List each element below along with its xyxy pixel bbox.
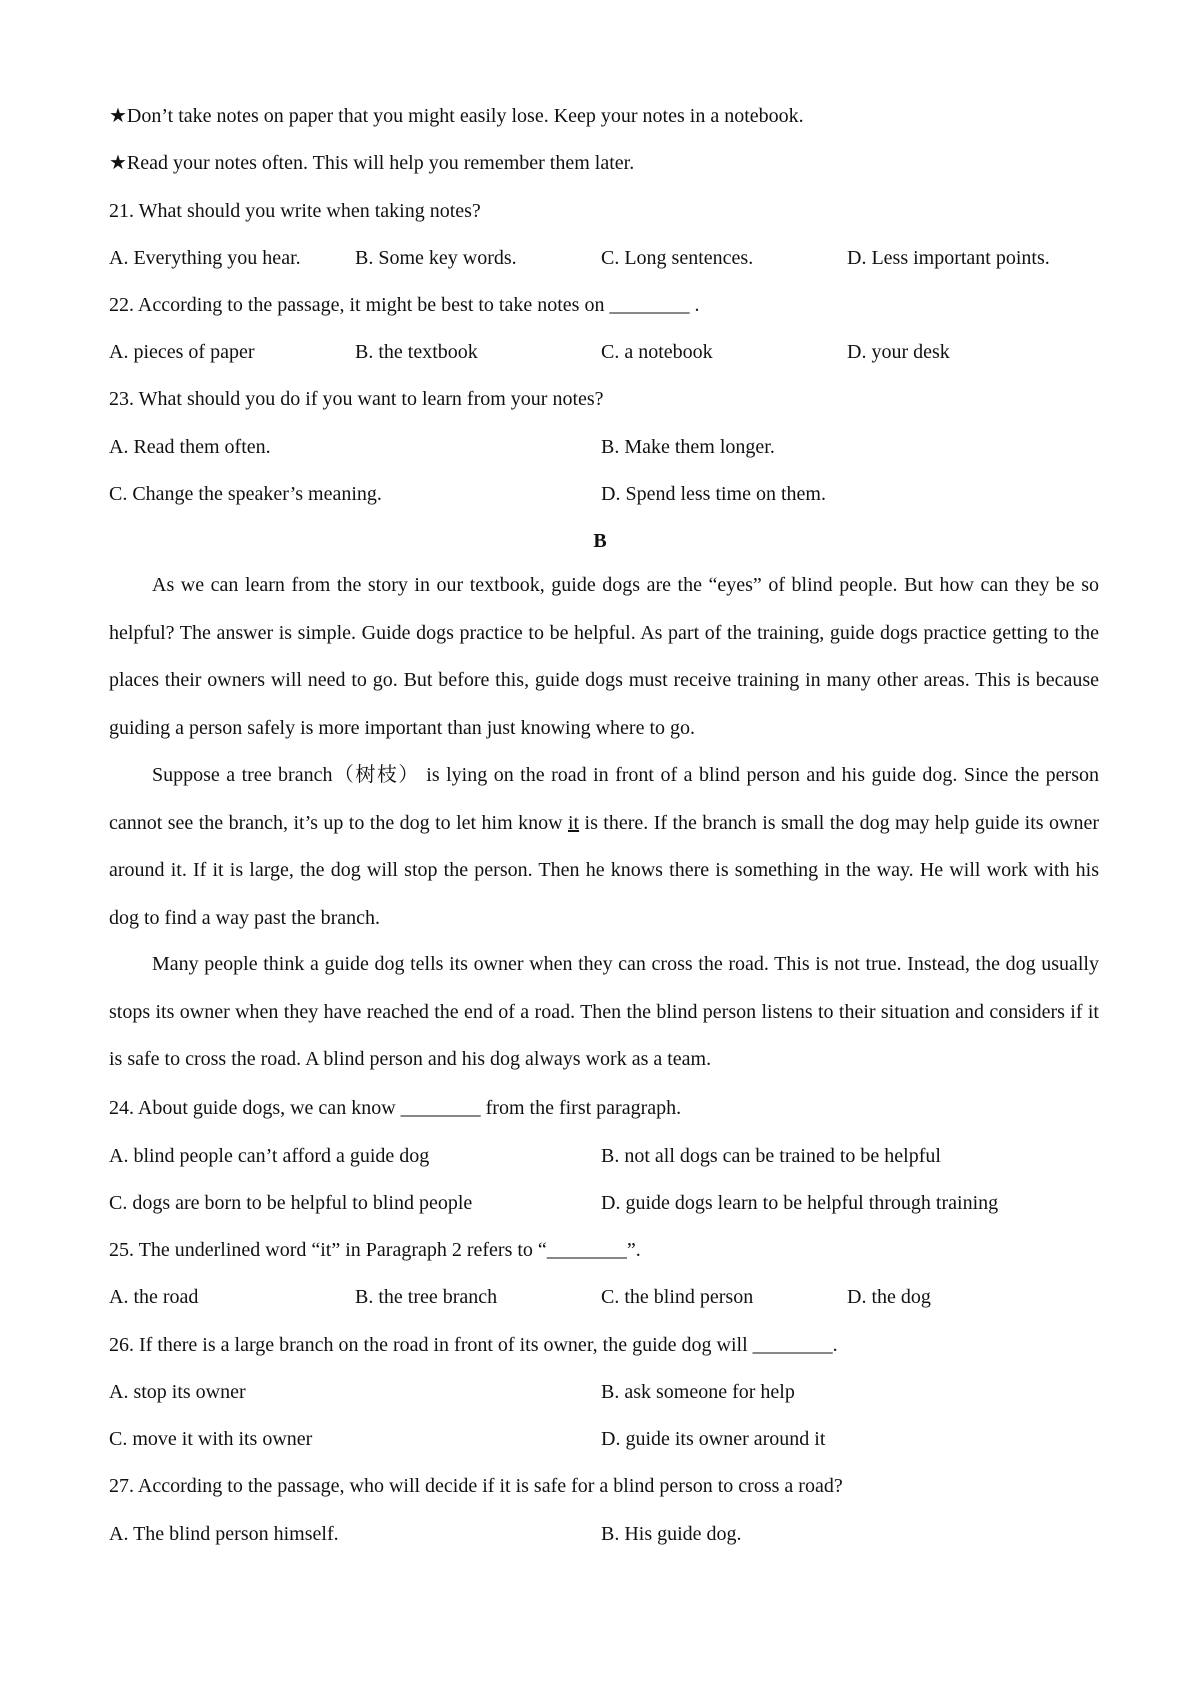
option-d: D. guide its owner around it [601, 1428, 826, 1450]
option-d: D. your desk [847, 341, 950, 363]
option-b: B. ask someone for help [601, 1381, 795, 1403]
underlined-word: it [567, 811, 580, 834]
option-a: A. pieces of paper [109, 341, 255, 363]
paragraph-2-text-after: is there. If the branch is small the dog may help guide its owner around it. If it is large, the dog will stop the person. Then he knows there is something in the way. He will work with his dog to find a way past the branch. [109, 811, 1099, 929]
option-b: B. not all dogs can be trained to be helpful [601, 1145, 941, 1167]
question-23-options-row2 [109, 479, 1099, 509]
question-23: 23. What should you do if you want to learn from your notes? [109, 388, 604, 410]
section-heading: B [593, 530, 607, 552]
question-25: 25. The underlined word “it” in Paragraph 2 refers to “________”. [109, 1239, 641, 1261]
paragraph-2-text-before: Suppose a tree branch（树枝） is lying on the road in front of a blind person and his guide dog. Since the person cannot see the branch, it’s up to the dog to let him know [109, 764, 1099, 834]
question-27: 27. According to the passage, who will decide if it is safe for a blind person to cross a road? [109, 1475, 843, 1497]
option-d: D. the dog [847, 1286, 931, 1308]
question-22-options [109, 337, 1099, 367]
option-d: D. guide dogs learn to be helpful through training [601, 1192, 999, 1214]
option-a: A. Everything you hear. [109, 247, 301, 269]
option-a: A. The blind person himself. [109, 1523, 339, 1545]
question-21: 21. What should you write when taking notes? [109, 200, 481, 222]
option-a: A. Read them often. [109, 436, 271, 458]
question-27-options [109, 1519, 1099, 1549]
paragraph-3: Many people think a guide dog tells its owner when they can cross the road. This is not true. Instead, the dog usually stops its owner when they have reached the end of a road. Then the blind person listens to their situation and considers if it is safe to cross the road. A blind person and his dog always work as a team. [109, 953, 1099, 1070]
option-c: C. Long sentences. [601, 247, 754, 269]
option-b: B. Make them longer. [601, 436, 775, 458]
question-22: 22. According to the passage, it might be best to take notes on ________ . [109, 294, 700, 316]
question-21-options [109, 243, 1099, 273]
option-b: B. His guide dog. [601, 1523, 742, 1545]
option-b: B. the textbook [355, 341, 478, 363]
paragraph-1: As we can learn from the story in our textbook, guide dogs are the “eyes” of blind people. But how can they be so helpful? The answer is simple. Guide dogs practice to be helpful. As part of the training, guide dogs practice getting to the places their owners will need to go. But before this, guide dogs must receive training in many other areas. This is because guiding a person safely is more important than just knowing where to go. [109, 574, 1099, 739]
option-b: B. the tree branch [355, 1286, 498, 1308]
option-c: C. Change the speaker’s meaning. [109, 483, 382, 505]
paragraph-2 [109, 752, 1099, 942]
question-24-options-row1 [109, 1141, 1099, 1171]
tip-notebook: ★Don’t take notes on paper that you might easily lose. Keep your notes in a notebook. [109, 105, 804, 127]
option-b: B. Some key words. [355, 247, 517, 269]
option-c: C. move it with its owner [109, 1428, 313, 1450]
option-a: A. blind people can’t afford a guide dog [109, 1145, 430, 1167]
option-a: A. the road [109, 1286, 199, 1308]
option-c: C. dogs are born to be helpful to blind people [109, 1192, 473, 1214]
question-24: 24. About guide dogs, we can know ________ from the first paragraph. [109, 1097, 682, 1119]
question-24-options-row2 [109, 1188, 1099, 1218]
option-d: D. Spend less time on them. [601, 483, 826, 505]
option-c: C. the blind person [601, 1286, 754, 1308]
question-23-options-row1 [109, 432, 1099, 462]
option-d: D. Less important points. [847, 247, 1050, 269]
option-c: C. a notebook [601, 341, 713, 363]
question-26: 26. If there is a large branch on the road in front of its owner, the guide dog will ________. [109, 1334, 838, 1356]
question-26-options-row2 [109, 1424, 1099, 1454]
question-26-options-row1 [109, 1377, 1099, 1407]
tip-read-often: ★Read your notes often. This will help you remember them later. [109, 152, 635, 174]
question-25-options [109, 1282, 1099, 1312]
option-a: A. stop its owner [109, 1381, 246, 1403]
